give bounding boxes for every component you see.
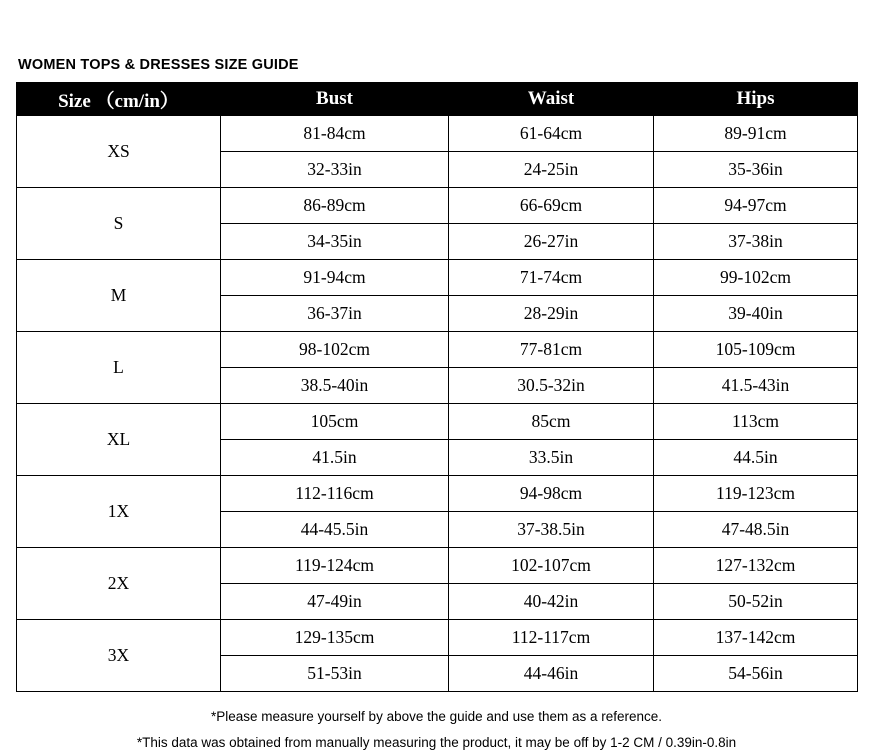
size-label-cell: XS bbox=[17, 116, 221, 188]
bust-in-cell: 34-35in bbox=[221, 224, 449, 260]
waist-in-cell: 40-42in bbox=[449, 584, 654, 620]
hips-in-cell: 54-56in bbox=[654, 656, 858, 692]
table-row bbox=[17, 548, 858, 584]
hips-cm-cell: 89-91cm bbox=[654, 116, 858, 152]
waist-in-cell: 44-46in bbox=[449, 656, 654, 692]
size-label-cell: S bbox=[17, 188, 221, 260]
page-title: WOMEN TOPS & DRESSES SIZE GUIDE bbox=[18, 57, 299, 73]
bust-in-cell: 44-45.5in bbox=[221, 512, 449, 548]
waist-in-cell: 24-25in bbox=[449, 152, 654, 188]
table-row bbox=[17, 404, 858, 440]
bust-in-cell: 41.5in bbox=[221, 440, 449, 476]
hips-cm-cell: 99-102cm bbox=[654, 260, 858, 296]
hips-cm-cell: 119-123cm bbox=[654, 476, 858, 512]
hips-cm-cell: 94-97cm bbox=[654, 188, 858, 224]
column-header-hips: Hips bbox=[654, 83, 858, 116]
waist-in-cell: 28-29in bbox=[449, 296, 654, 332]
column-header-bust: Bust bbox=[221, 83, 449, 116]
bust-in-cell: 47-49in bbox=[221, 584, 449, 620]
note-tolerance: *This data was obtained from manually measuring the product, it may be off by 1-2 CM / 0.39in-0.8in bbox=[136, 735, 737, 750]
hips-in-cell: 44.5in bbox=[654, 440, 858, 476]
waist-in-cell: 26-27in bbox=[449, 224, 654, 260]
bust-cm-cell: 86-89cm bbox=[221, 188, 449, 224]
bust-in-cell: 32-33in bbox=[221, 152, 449, 188]
hips-in-cell: 39-40in bbox=[654, 296, 858, 332]
bust-cm-cell: 98-102cm bbox=[221, 332, 449, 368]
size-label-cell: M bbox=[17, 260, 221, 332]
size-chart-table bbox=[16, 82, 858, 692]
table-row bbox=[17, 260, 858, 296]
bust-cm-cell: 119-124cm bbox=[221, 548, 449, 584]
size-label-cell: 2X bbox=[17, 548, 221, 620]
bust-in-cell: 51-53in bbox=[221, 656, 449, 692]
hips-in-cell: 47-48.5in bbox=[654, 512, 858, 548]
notes-section bbox=[16, 704, 857, 756]
bust-in-cell: 38.5-40in bbox=[221, 368, 449, 404]
size-label-cell: 3X bbox=[17, 620, 221, 692]
table-row bbox=[17, 620, 858, 656]
hips-cm-cell: 137-142cm bbox=[654, 620, 858, 656]
hips-cm-cell: 105-109cm bbox=[654, 332, 858, 368]
table-row bbox=[17, 116, 858, 152]
bust-cm-cell: 81-84cm bbox=[221, 116, 449, 152]
waist-cm-cell: 71-74cm bbox=[449, 260, 654, 296]
bust-cm-cell: 112-116cm bbox=[221, 476, 449, 512]
bust-cm-cell: 105cm bbox=[221, 404, 449, 440]
waist-cm-cell: 102-107cm bbox=[449, 548, 654, 584]
table-body bbox=[17, 116, 858, 692]
note-measure: *Please measure yourself by above the guide and use them as a reference. bbox=[210, 709, 663, 724]
column-header-size: Size （cm/in） bbox=[17, 83, 221, 116]
hips-in-cell: 50-52in bbox=[654, 584, 858, 620]
waist-in-cell: 33.5in bbox=[449, 440, 654, 476]
hips-in-cell: 37-38in bbox=[654, 224, 858, 260]
bust-in-cell: 36-37in bbox=[221, 296, 449, 332]
table-row bbox=[17, 476, 858, 512]
table-header-row bbox=[17, 83, 858, 116]
waist-cm-cell: 77-81cm bbox=[449, 332, 654, 368]
waist-cm-cell: 112-117cm bbox=[449, 620, 654, 656]
size-label-cell: 1X bbox=[17, 476, 221, 548]
hips-cm-cell: 113cm bbox=[654, 404, 858, 440]
waist-in-cell: 30.5-32in bbox=[449, 368, 654, 404]
waist-cm-cell: 85cm bbox=[449, 404, 654, 440]
size-label-cell: XL bbox=[17, 404, 221, 476]
column-header-waist: Waist bbox=[449, 83, 654, 116]
waist-cm-cell: 61-64cm bbox=[449, 116, 654, 152]
hips-cm-cell: 127-132cm bbox=[654, 548, 858, 584]
waist-cm-cell: 66-69cm bbox=[449, 188, 654, 224]
hips-in-cell: 35-36in bbox=[654, 152, 858, 188]
table-row bbox=[17, 332, 858, 368]
waist-cm-cell: 94-98cm bbox=[449, 476, 654, 512]
hips-in-cell: 41.5-43in bbox=[654, 368, 858, 404]
bust-cm-cell: 129-135cm bbox=[221, 620, 449, 656]
table-row bbox=[17, 188, 858, 224]
bust-cm-cell: 91-94cm bbox=[221, 260, 449, 296]
waist-in-cell: 37-38.5in bbox=[449, 512, 654, 548]
size-label-cell: L bbox=[17, 332, 221, 404]
